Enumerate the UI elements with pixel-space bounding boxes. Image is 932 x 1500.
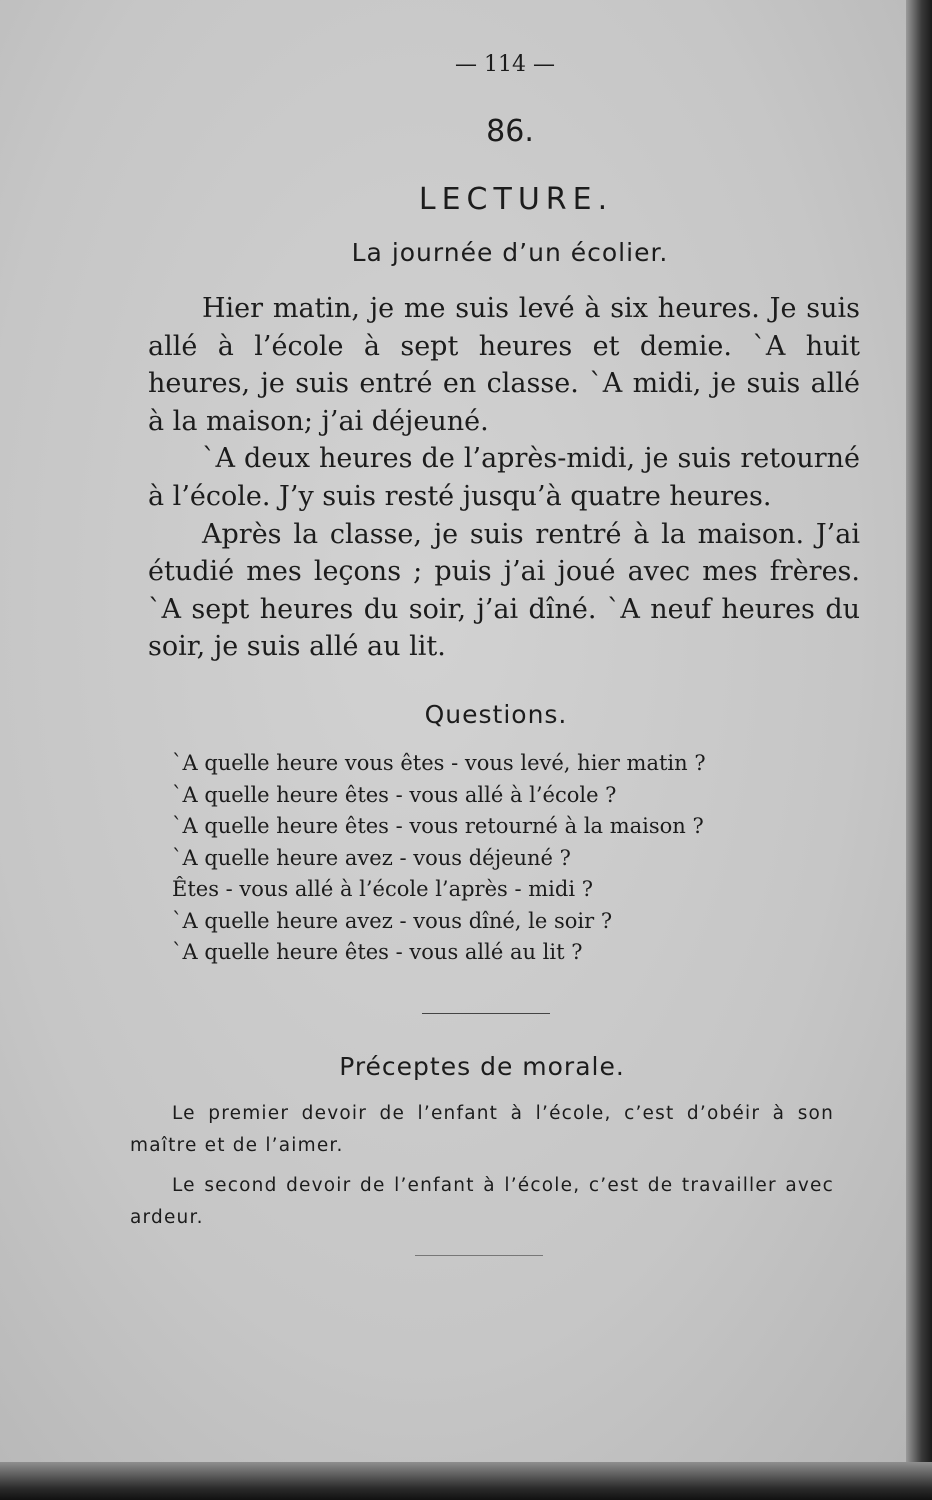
page-binding-shadow (906, 0, 932, 1500)
lesson-number: 86. (486, 114, 534, 149)
page-bottom-shadow (0, 1462, 932, 1500)
question-item: `A quelle heure êtes - vous allé au lit ? (172, 940, 583, 964)
section-divider (415, 1255, 543, 1256)
reading-paragraph: Après la classe, je suis rentré à la maison. J’ai étudié mes leçons ; puis j’ai joué avec mes frères. `A sept heures du soir, j’ai dîné. `A neuf heures du soir, je suis allé au lit. (148, 518, 860, 663)
question-item: `A quelle heure êtes - vous allé à l’école ? (172, 782, 617, 807)
question-item: `A quelle heure vous êtes - vous levé, hier matin ? (172, 751, 706, 775)
question-item: `A quelle heure êtes - vous retourné à la maison ? (172, 814, 704, 838)
morale-paragraph: Le second devoir de l’enfant à l’école, c’est de travailler avec ardeur. (130, 1175, 834, 1228)
morale-title: Préceptes de morale. (339, 1052, 625, 1081)
section-title: LECTURE. (418, 182, 614, 217)
page-number: — 114 — (455, 52, 555, 77)
reading-paragraph: Hier matin, je me suis levé à six heures. Je suis allé à l’école à sept heures et demie. `A huit heures, je suis entré en classe. `A midi, je suis allé à la maison; j’ai déjeuné. (148, 293, 860, 437)
question-item: `A quelle heure avez - vous dîné, le soir ? (172, 908, 613, 933)
reading-paragraph: `A deux heures de l’après-midi, je suis retourné à l’école. J’y suis resté jusqu’à quatre heures. (148, 443, 860, 512)
morale-text (130, 1098, 834, 1242)
reading-subtitle: La journée d’un écolier. (351, 238, 669, 267)
reading-text (148, 290, 860, 666)
section-divider (422, 1013, 550, 1014)
morale-paragraph: Le premier devoir de l’enfant à l’école, c’est d’obéir à son maître et de l’aimer. (130, 1103, 834, 1156)
questions-title: Questions. (424, 700, 568, 729)
question-item: Êtes - vous allé à l’école l’après - midi ? (172, 877, 593, 901)
questions-list (172, 748, 832, 969)
question-item: `A quelle heure avez - vous déjeuné ? (172, 845, 571, 870)
